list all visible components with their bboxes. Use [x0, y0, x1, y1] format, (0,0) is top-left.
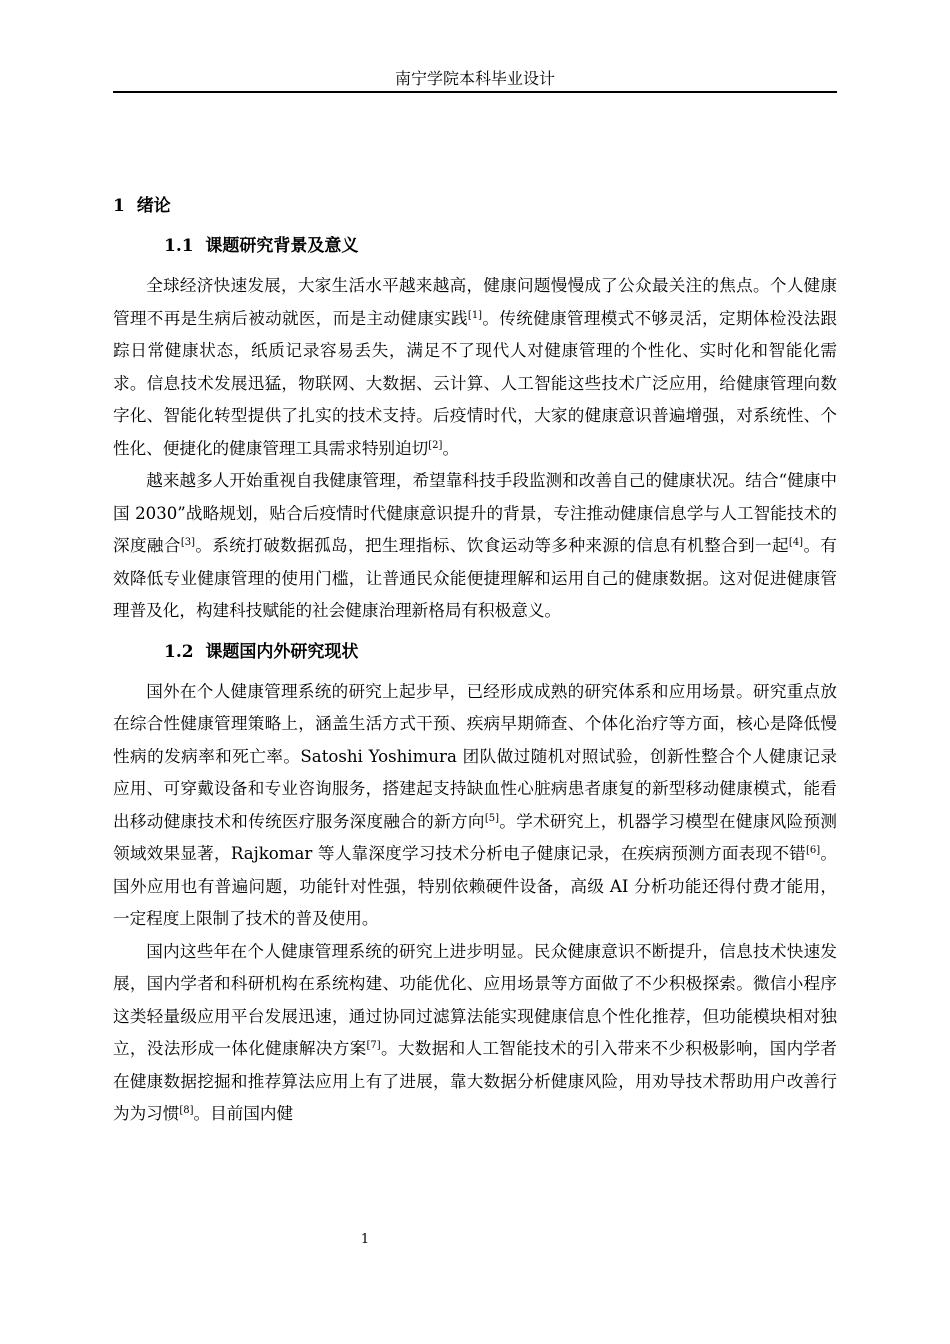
- citation-ref: [1]: [467, 309, 483, 321]
- paragraph: [113, 465, 837, 628]
- paragraph: [113, 676, 837, 936]
- header-rule: [113, 91, 837, 93]
- running-header: 南宁学院本科毕业设计: [394, 69, 555, 88]
- body-text: [113, 192, 837, 1131]
- paragraph-text: 。: [442, 438, 460, 458]
- paragraph-text: 。大数据和人工智能技术的引入带来不少积极影响，国内学者在健康数据挖掘和推荐算法应用上有了进展，靠大数据分析健康风险，用劝导技术帮助用户改善行为为习惯[8]: [113, 1039, 838, 1123]
- chapter-heading: [113, 192, 837, 220]
- section-heading: [113, 638, 837, 666]
- citation-ref: [2]: [428, 439, 443, 451]
- section-title: 课题研究背景及意义: [205, 236, 359, 256]
- paragraph-text: 国外在个人健康管理系统的研究上起步早，已经形成成熟的研究体系和应用场景。研究重点放在综合性健康管理策略上，涵盖生活方式干预、疾病早期筛查、个体化治疗等方面，核心是降低慢性病的发病率和死亡率。Satoshi Yoshimura 团队做过随机对照试验，创新性整合个人健康记录应用、可穿戴设备和专业咨询服务，搭建起支持缺血性心脏病患者康复的新型移动健康模式，能看出移动健康技术和传统医疗服务深度融合的新方向[5]: [113, 681, 837, 831]
- paragraph: [113, 936, 837, 1131]
- paragraph-text: 国内这些年在个人健康管理系统的研究上进步明显。民众健康意识不断提升，信息技术快速发展，国内学者和科研机构在系统构建、功能优化、应用场景等方面做了不少积极探索。微信小程序这类轻量级应用平台发展迅速，通过协同过滤算法能实现健康信息个性化推荐，但功能模块相对独立，没法形成一体化健康解决方案[7]: [113, 941, 837, 1058]
- section-number: 1.1: [164, 236, 194, 256]
- citation-ref: [5]: [484, 812, 499, 824]
- citation-ref: [4]: [788, 537, 804, 548]
- section-heading: [113, 232, 837, 260]
- paragraph-text: 。目前国内健: [193, 1104, 294, 1123]
- paragraph-text: 。系统打破数据孤岛，把生理指标、饮食运动等多种来源的信息有机整合到一起[4]: [195, 536, 804, 555]
- paragraph-text: 。有效降低专业健康管理的使用门槛，让普通民众能便捷理解和运用自己的健康数据。这对促进健康管理普及化，构建科技赋能的社会健康治理新格局有积极意义。: [113, 536, 838, 620]
- citation-ref: [6]: [806, 845, 821, 856]
- paragraph-text: 。传统健康管理模式不够灵活，定期体检没法跟踪日常健康状态，纸质记录容易丢失，满足不了现代人对健康管理的个性化、实时化和智能化需求。信息技术发展迅猛，物联网、大数据、云计算、人工智能这些技术广泛应用，给健康管理向数字化、智能化转型提供了扎实的技术支持。后疫情时代，大家的健康意识普遍增强，对系统性、个性化、便捷化的健康管理工具需求特别迫切[2]: [113, 308, 838, 458]
- paragraph-text: 越来越多人开始重视自我健康管理，希望靠科技手段监测和改善自己的健康状况。结合“健康中国 2030”战略规划，贴合后疫情时代健康意识提升的背景，专注推动健康信息学与人工智能技术的深度融合[3]: [113, 471, 837, 555]
- citation-ref: [3]: [180, 537, 196, 548]
- section-number: 1.2: [164, 641, 194, 662]
- paragraph-text: 。学术研究上，机器学习模型在健康风险预测领域效果显著，Rajkomar 等人靠深度学习技术分析电子健康记录，在疾病预测方面表现不错[6]: [113, 811, 838, 863]
- citation-ref: [7]: [366, 1040, 381, 1051]
- chapter-number: 1: [113, 196, 125, 216]
- section-title: 课题国内外研究现状: [205, 641, 359, 662]
- chapter-title: 绪论: [136, 196, 171, 216]
- paragraph: [113, 270, 837, 465]
- paragraph-text: 全球经济快速发展，大家生活水平越来越高，健康问题慢慢成了公众最关注的焦点。个人健康管理不再是生病后被动就医，而是主动健康实践[1]: [113, 276, 837, 328]
- citation-ref: [8]: [179, 1105, 194, 1116]
- page-number: 1: [360, 1232, 370, 1247]
- paragraph-text: 。国外应用也有普遍问题，功能针对性强，特别依赖硬件设备，高级 AI 分析功能还得付费才能用，一定程度上限制了技术的普及使用。: [113, 844, 838, 928]
